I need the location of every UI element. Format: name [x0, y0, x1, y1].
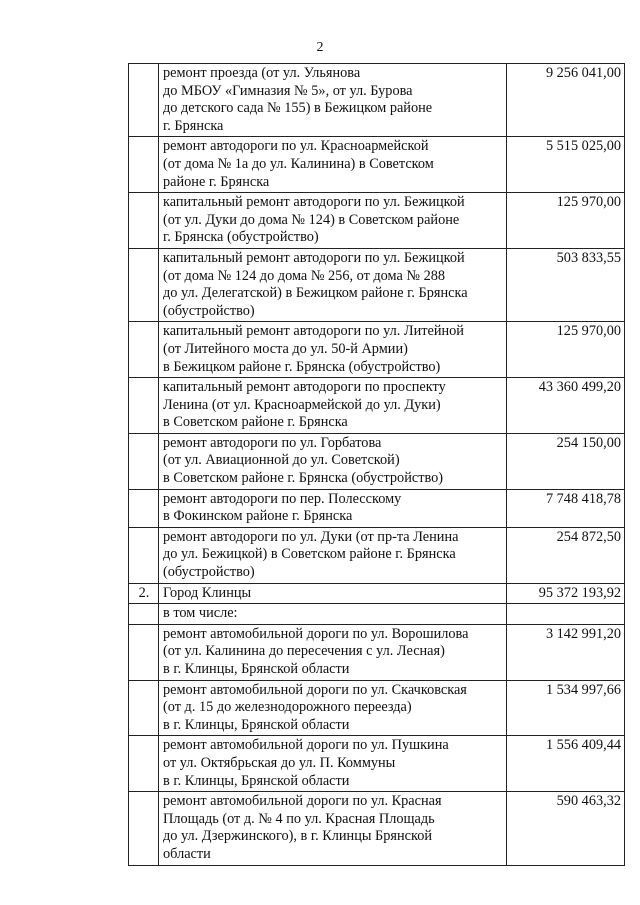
description-line: (от д. 15 до железнодорожного переезда)	[163, 699, 412, 716]
description-line: ремонт автомобильной дороги по ул. Пушкина	[163, 737, 449, 754]
amount-cell: 590 463,32	[507, 792, 625, 865]
description-line: до детского сада № 155) в Бежицком районе	[163, 100, 433, 117]
description-cell	[159, 527, 507, 583]
description-line: в Советском районе г. Брянска (обустройство)	[163, 470, 444, 487]
description-line: (от Литейного моста до ул. 50-й Армии)	[163, 340, 408, 357]
table-row	[129, 489, 625, 527]
description-line: ремонт автодороги по ул. Горбатова	[163, 434, 382, 451]
amount-cell: 5 515 025,00	[507, 137, 625, 193]
row-number-cell: 2.	[129, 583, 159, 604]
description-cell	[159, 64, 507, 137]
amount-cell: 1 534 997,66	[507, 680, 625, 736]
description-line: в г. Клинцы, Брянской области	[163, 772, 350, 789]
description-line: г. Брянска	[163, 117, 224, 134]
description-line: до ул. Бежицкой) в Советском районе г. Брянска	[163, 546, 456, 563]
description-line: в г. Клинцы, Брянской области	[163, 716, 350, 733]
row-number-cell	[129, 489, 159, 527]
description-cell	[159, 137, 507, 193]
amount-cell: 254 872,50	[507, 527, 625, 583]
table-row	[129, 583, 625, 604]
row-number-cell	[129, 64, 159, 137]
table-row	[129, 527, 625, 583]
row-number-cell	[129, 248, 159, 321]
description-line: ремонт автомобильной дороги по ул. Ворошилова	[163, 625, 469, 642]
description-cell	[159, 193, 507, 249]
amount-cell: 1 556 409,44	[507, 736, 625, 792]
description-line: Ленина (от ул. Красноармейской до ул. Дуки)	[163, 396, 441, 413]
description-line: от ул. Октябрьская до ул. П. Коммуны	[163, 754, 396, 771]
description-cell	[159, 604, 507, 625]
description-line: до ул. Дзержинского), в г. Клинцы Брянской	[163, 828, 432, 845]
row-number-cell	[129, 604, 159, 625]
amount-cell	[507, 604, 625, 625]
table-row	[129, 248, 625, 321]
description-line: районе г. Брянска	[163, 173, 270, 190]
table-row	[129, 137, 625, 193]
row-number-cell	[129, 624, 159, 680]
description-line: в том числе:	[163, 605, 238, 622]
row-number-cell	[129, 378, 159, 434]
description-cell	[159, 792, 507, 865]
row-number-cell	[129, 433, 159, 489]
description-cell	[159, 378, 507, 434]
table-row	[129, 378, 625, 434]
funding-table-body	[129, 64, 625, 866]
description-line: ремонт автомобильной дороги по ул. Скачковская	[163, 681, 467, 698]
table-row	[129, 680, 625, 736]
description-line: в г. Клинцы, Брянской области	[163, 661, 350, 677]
amount-cell: 3 142 991,20	[507, 624, 625, 680]
description-line: капитальный ремонт автодороги по ул. Литейной	[163, 323, 464, 340]
amount-cell: 125 970,00	[507, 322, 625, 378]
description-line: в Советском районе г. Брянска	[163, 414, 348, 431]
amount-cell: 95 372 193,92	[507, 583, 625, 604]
description-cell	[159, 680, 507, 736]
description-line: в Фокинском районе г. Брянска	[163, 508, 353, 525]
description-line: ремонт автодороги по ул. Дуки (от пр-та Ленина	[163, 528, 459, 545]
row-number-cell	[129, 137, 159, 193]
description-cell	[159, 624, 507, 680]
table-row	[129, 322, 625, 378]
description-line: Площадь (от д. № 4 по ул. Красная Площадь	[163, 810, 435, 827]
row-number-cell	[129, 527, 159, 583]
row-number-cell	[129, 680, 159, 736]
description-line: капитальный ремонт автодороги по ул. Бежицкой	[163, 249, 465, 266]
table-row	[129, 792, 625, 865]
description-line: капитальный ремонт автодороги по проспекту	[163, 379, 446, 396]
description-line: (от ул. Калинина до пересечения с ул. Лесная)	[163, 643, 445, 660]
description-line: (от дома № 124 до дома № 256, от дома № 288	[163, 267, 446, 284]
amount-cell: 43 360 499,20	[507, 378, 625, 434]
row-number-cell	[129, 193, 159, 249]
description-line: Город Клинцы	[163, 584, 252, 601]
amount-cell: 9 256 041,00	[507, 64, 625, 137]
table-row	[129, 64, 625, 137]
page-number: 2	[316, 40, 324, 55]
description-line: капитальный ремонт автодороги по ул. Бежицкой	[163, 194, 465, 211]
description-line: (от дома № 1а до ул. Калинина) в Советском	[163, 155, 434, 172]
table-row	[129, 433, 625, 489]
description-cell	[159, 433, 507, 489]
description-line: (обустройство)	[163, 302, 255, 319]
table-row	[129, 624, 625, 680]
description-line: (обустройство)	[163, 564, 255, 581]
row-number-cell	[129, 792, 159, 865]
description-cell	[159, 489, 507, 527]
description-line: г. Брянска (обустройство)	[163, 229, 319, 246]
table-row	[129, 736, 625, 792]
amount-cell: 503 833,55	[507, 248, 625, 321]
description-line: ремонт автодороги по пер. Полесскому	[163, 490, 402, 507]
description-line: ремонт автомобильной дороги по ул. Красная	[163, 793, 442, 810]
description-line: (от ул. Авиационной до ул. Советской)	[163, 452, 400, 469]
description-cell	[159, 248, 507, 321]
description-line: (от ул. Дуки до дома № 124) в Советском районе	[163, 211, 460, 228]
description-cell	[159, 583, 507, 604]
funding-table	[128, 63, 625, 866]
row-number-cell	[129, 322, 159, 378]
description-cell	[159, 736, 507, 792]
table-row	[129, 193, 625, 249]
description-cell	[159, 322, 507, 378]
amount-cell: 125 970,00	[507, 193, 625, 249]
description-line: в Бежицком районе г. Брянска (обустройство)	[163, 358, 441, 375]
description-line: до ул. Делегатской) в Бежицком районе г. Брянска	[163, 285, 468, 302]
amount-cell: 7 748 418,78	[507, 489, 625, 527]
amount-cell: 254 150,00	[507, 433, 625, 489]
row-number-cell	[129, 736, 159, 792]
description-line: области	[163, 845, 211, 862]
description-line: ремонт автодороги по ул. Красноармейской	[163, 138, 429, 155]
table-row	[129, 604, 625, 625]
description-line: до МБОУ «Гимназия № 5», от ул. Бурова	[163, 82, 413, 99]
description-line: ремонт проезда (от ул. Ульянова	[163, 65, 361, 81]
